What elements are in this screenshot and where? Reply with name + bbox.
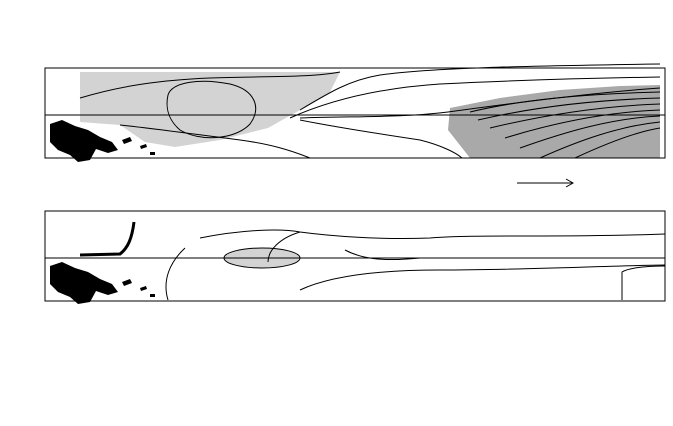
cold-shading bbox=[448, 85, 660, 158]
means-panel bbox=[45, 64, 665, 162]
land-coast bbox=[80, 222, 134, 255]
land-new-guinea bbox=[50, 262, 118, 304]
anomaly-contour bbox=[622, 266, 665, 300]
land-new-guinea bbox=[50, 120, 118, 162]
anomaly-contour bbox=[166, 248, 185, 300]
anomaly-contour bbox=[300, 265, 665, 290]
land-islands bbox=[122, 279, 155, 297]
anomaly-contour bbox=[200, 230, 665, 239]
panel-frame bbox=[45, 211, 665, 301]
anomalies-panel bbox=[45, 211, 665, 304]
sst-contour bbox=[300, 120, 462, 158]
